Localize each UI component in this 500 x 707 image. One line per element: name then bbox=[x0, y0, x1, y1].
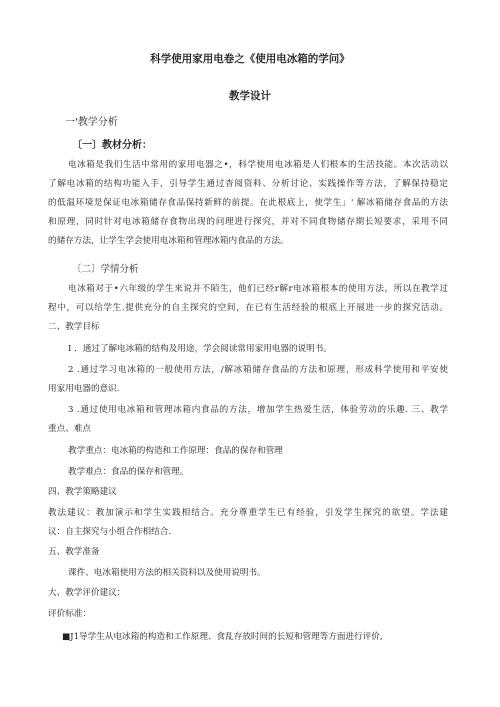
section-heading-evaluation: 大、教学评价建议： bbox=[48, 588, 126, 598]
section-heading-teaching-analysis: 一'教学分析 bbox=[65, 117, 118, 128]
paragraph-line: 议：自主探究与小组合作相结合. bbox=[48, 527, 172, 537]
evaluation-item: ■J1导学生从电冰箱的构造和工作原理、食乱存放时间的长短和管理等方面进行评价, bbox=[62, 632, 383, 642]
paragraph-line: 了解电冰箱的结构功能入手，引导学生通过杳阅资料、分析讨论、实践操作等方法，了解保持稳定 bbox=[48, 179, 448, 189]
goal-item-1: I ．通过了解电冰箱的结构及用途，学会阅读常用家用电器的说明书。 bbox=[68, 344, 332, 354]
section-heading-strategy: 四、教学策略建议 bbox=[48, 487, 117, 497]
paragraph-line: 电冰箱是我们生活中常用的家用电器之•，科学使用电冰箱是人们根本的生活技能。本次活动以 bbox=[68, 160, 448, 170]
paragraph-line: 教法建议：教加演示和学生实践相结合。充分尊重学生已有经验，引发学生探究的欲望。学法建 bbox=[48, 508, 448, 518]
paragraph-line: 的储存方法，让学生学会使用电冰箱和管理冰箱内食品的方法。 bbox=[48, 236, 289, 246]
goal-item-2-line: 2 .通过学习电冰箱的一般使用方法，/解冰箱储存食品的方法和原理，形成科学使用和平安使 bbox=[68, 365, 448, 375]
paragraph-line: 电冰箱对于•六年级的学生来说并不陌生，他们已经r解r电冰箱根本的使用方法，所以在教学过 bbox=[68, 284, 448, 294]
section-heading-preparation: 五、教学准备 bbox=[48, 547, 100, 557]
difficult-point: 教学难点：食品的保存和管理。 bbox=[68, 467, 189, 477]
document-title: 科学使用家用电卷之《使用电冰箱的学问》 bbox=[150, 53, 350, 65]
goal-item-2-line: 用家用电器的意识. bbox=[48, 384, 120, 394]
key-point: 教学重点：电冰箱的构造和工作原理：食品的保存和管理 bbox=[68, 446, 283, 456]
subsection-heading-learner-analysis: 〔二〕学情分析 bbox=[72, 264, 139, 275]
paragraph-line: 程中，可以给学生.提供充分的自主探究的空间，在已有生活经验的根底上开展进一步的探究活动。 bbox=[48, 303, 448, 313]
paragraph-line: 的低温环境是保证电冰箱储存食品保持新鲜的前提。在此根底上，使学生」' 解冰箱储存食品的方法 bbox=[48, 198, 448, 208]
evaluation-label: 评价标准： bbox=[48, 609, 91, 619]
goal-item-3-line: 重点、难点 bbox=[48, 424, 91, 434]
preparation-text: 课件、电冰箱使用方法的相关资料以及使用说明书。 bbox=[68, 568, 266, 578]
subsection-heading-textbook-analysis: 〔一〕教材分析： bbox=[72, 140, 152, 151]
paragraph-line: 和原理，同时针对电冰箱储存食物出现的问理进行探究，并对不同食物储存期长短要求，采用不同 bbox=[48, 217, 448, 227]
goal-item-3-line: 3 .通过使用电冰箱和管理冰箱内食品的方法，增加学生热爱生活，体验劳动的乐趣. 三、教学 bbox=[68, 405, 448, 415]
section-heading-teaching-goals: 二、教学目标 bbox=[48, 322, 100, 332]
document-subtitle: 教学设计 bbox=[229, 90, 271, 102]
